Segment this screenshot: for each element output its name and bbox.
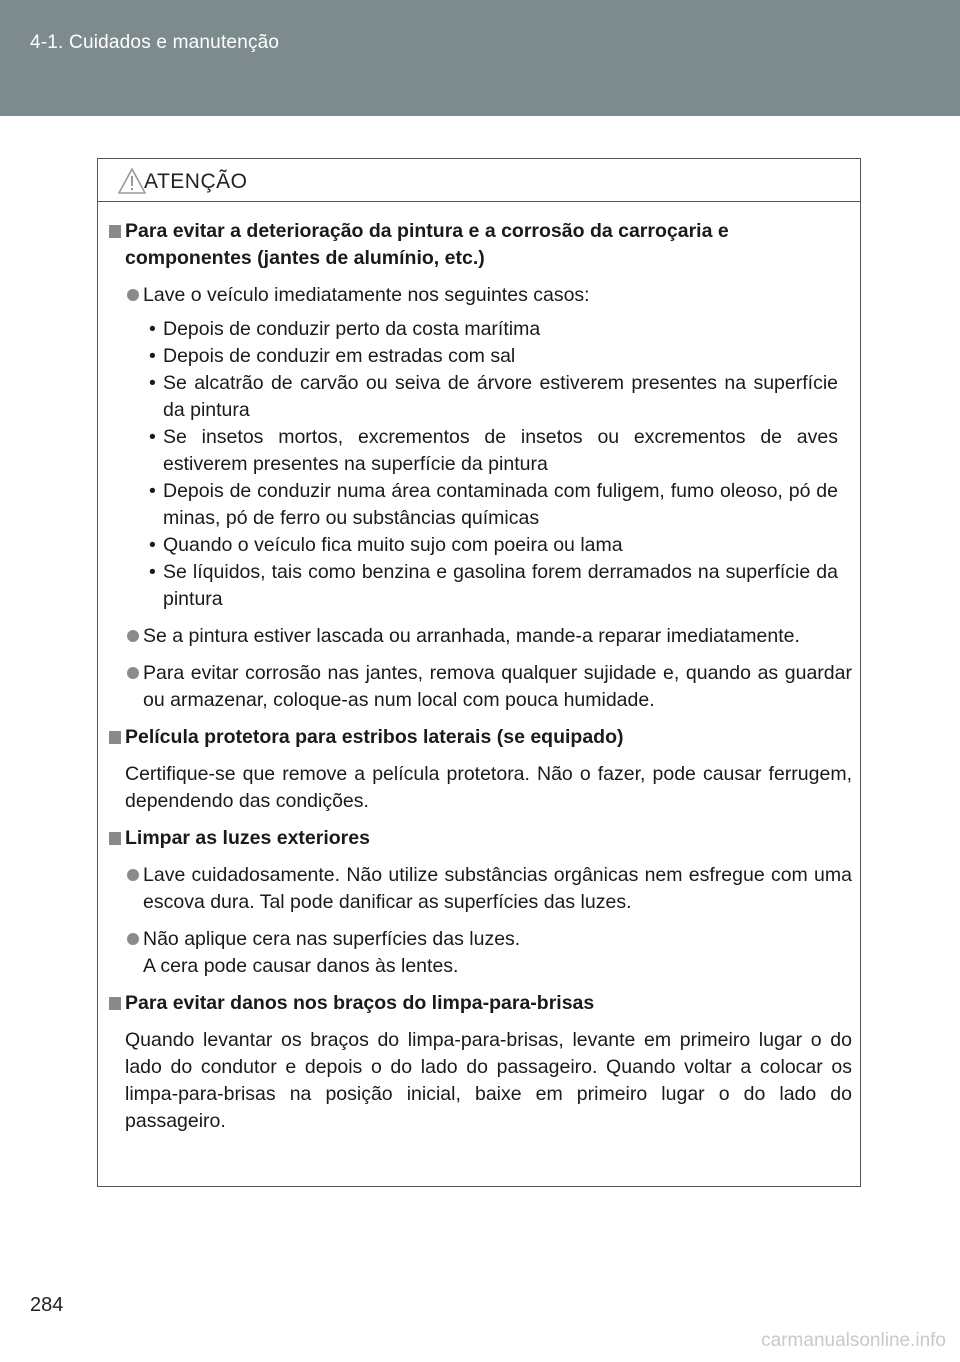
warning-title: ATENÇÃO <box>144 170 248 193</box>
page-header <box>0 0 960 116</box>
section-heading: Para evitar a deterioração da pintura e a corrosão da carroçaria e componentes (jantes de alumínio, etc.) <box>109 218 852 272</box>
sub-list-item: • Quando o veículo fica muito sujo com poeira ou lama <box>149 534 623 556</box>
warning-body <box>98 202 860 1135</box>
list-item: Se a pintura estiver lascada ou arranhada, mande-a reparar imediatamente. <box>109 623 852 650</box>
circle-bullet-icon <box>127 869 139 881</box>
warning-box <box>97 158 861 1187</box>
list-item: Para evitar corrosão nas jantes, remova qualquer sujidade e, quando as guardar ou armazenar, coloque-as num local com pouca humidade. <box>109 660 852 714</box>
circle-bullet-icon <box>127 630 139 642</box>
circle-bullet-icon <box>127 933 139 945</box>
section-title: 4-1. Cuidados e manutenção <box>30 32 280 53</box>
warning-header <box>98 159 860 202</box>
circle-bullet-icon <box>127 289 139 301</box>
section-heading: Para evitar danos nos braços do limpa-para-brisas <box>109 990 852 1017</box>
section-heading: Limpar as luzes exteriores <box>109 825 852 852</box>
paragraph: Quando levantar os braços do limpa-para-brisas, levante em primeiro lugar o do lado do condutor e depois o do lado do passageiro. Quando voltar a colocar os limpa-para-brisas na posição inicial, baixe em primeiro lugar o do lado do passageiro. <box>125 1029 852 1132</box>
square-bullet-icon <box>109 832 121 845</box>
sub-list-item: • Depois de conduzir perto da costa marítima <box>149 318 541 340</box>
list-item: Lave cuidadosamente. Não utilize substâncias orgânicas nem esfregue com uma escova dura. Tal pode danificar as superfícies das luzes. <box>109 862 852 916</box>
page-number: 284 <box>30 1294 64 1316</box>
square-bullet-icon <box>109 731 121 744</box>
sub-list <box>109 316 852 613</box>
square-bullet-icon <box>109 997 121 1010</box>
list-item: Não aplique cera nas superfícies das luzes. A cera pode causar danos às lentes. <box>109 926 852 980</box>
sub-list-item: • Se alcatrão de carvão ou seiva de árvore estiverem presentes na superfície da pintura <box>149 372 838 421</box>
sub-list-item: • Depois de conduzir em estradas com sal <box>149 345 516 367</box>
sub-list-item: • Se insetos mortos, excrementos de insetos ou excrementos de aves estiverem presentes na superfície da pintura <box>149 426 838 475</box>
list-item: Lave o veículo imediatamente nos seguintes casos: <box>109 282 852 309</box>
square-bullet-icon <box>109 225 121 238</box>
paragraph: Certifique-se que remove a película protetora. Não o fazer, pode causar ferrugem, dependendo das condições. <box>125 763 852 812</box>
circle-bullet-icon <box>127 667 139 679</box>
warning-triangle-icon <box>117 167 147 195</box>
watermark: carmanualsonline.info <box>761 1330 946 1351</box>
note-text: A cera pode causar danos às lentes. <box>143 955 459 977</box>
section-heading: Película protetora para estribos laterais (se equipado) <box>109 724 852 751</box>
sub-list-item: • Se líquidos, tais como benzina e gasolina forem derramados na superfície da pintura <box>149 561 838 610</box>
sub-list-item: • Depois de conduzir numa área contaminada com fuligem, fumo oleoso, pó de minas, pó de ferro ou substâncias químicas <box>149 480 838 529</box>
